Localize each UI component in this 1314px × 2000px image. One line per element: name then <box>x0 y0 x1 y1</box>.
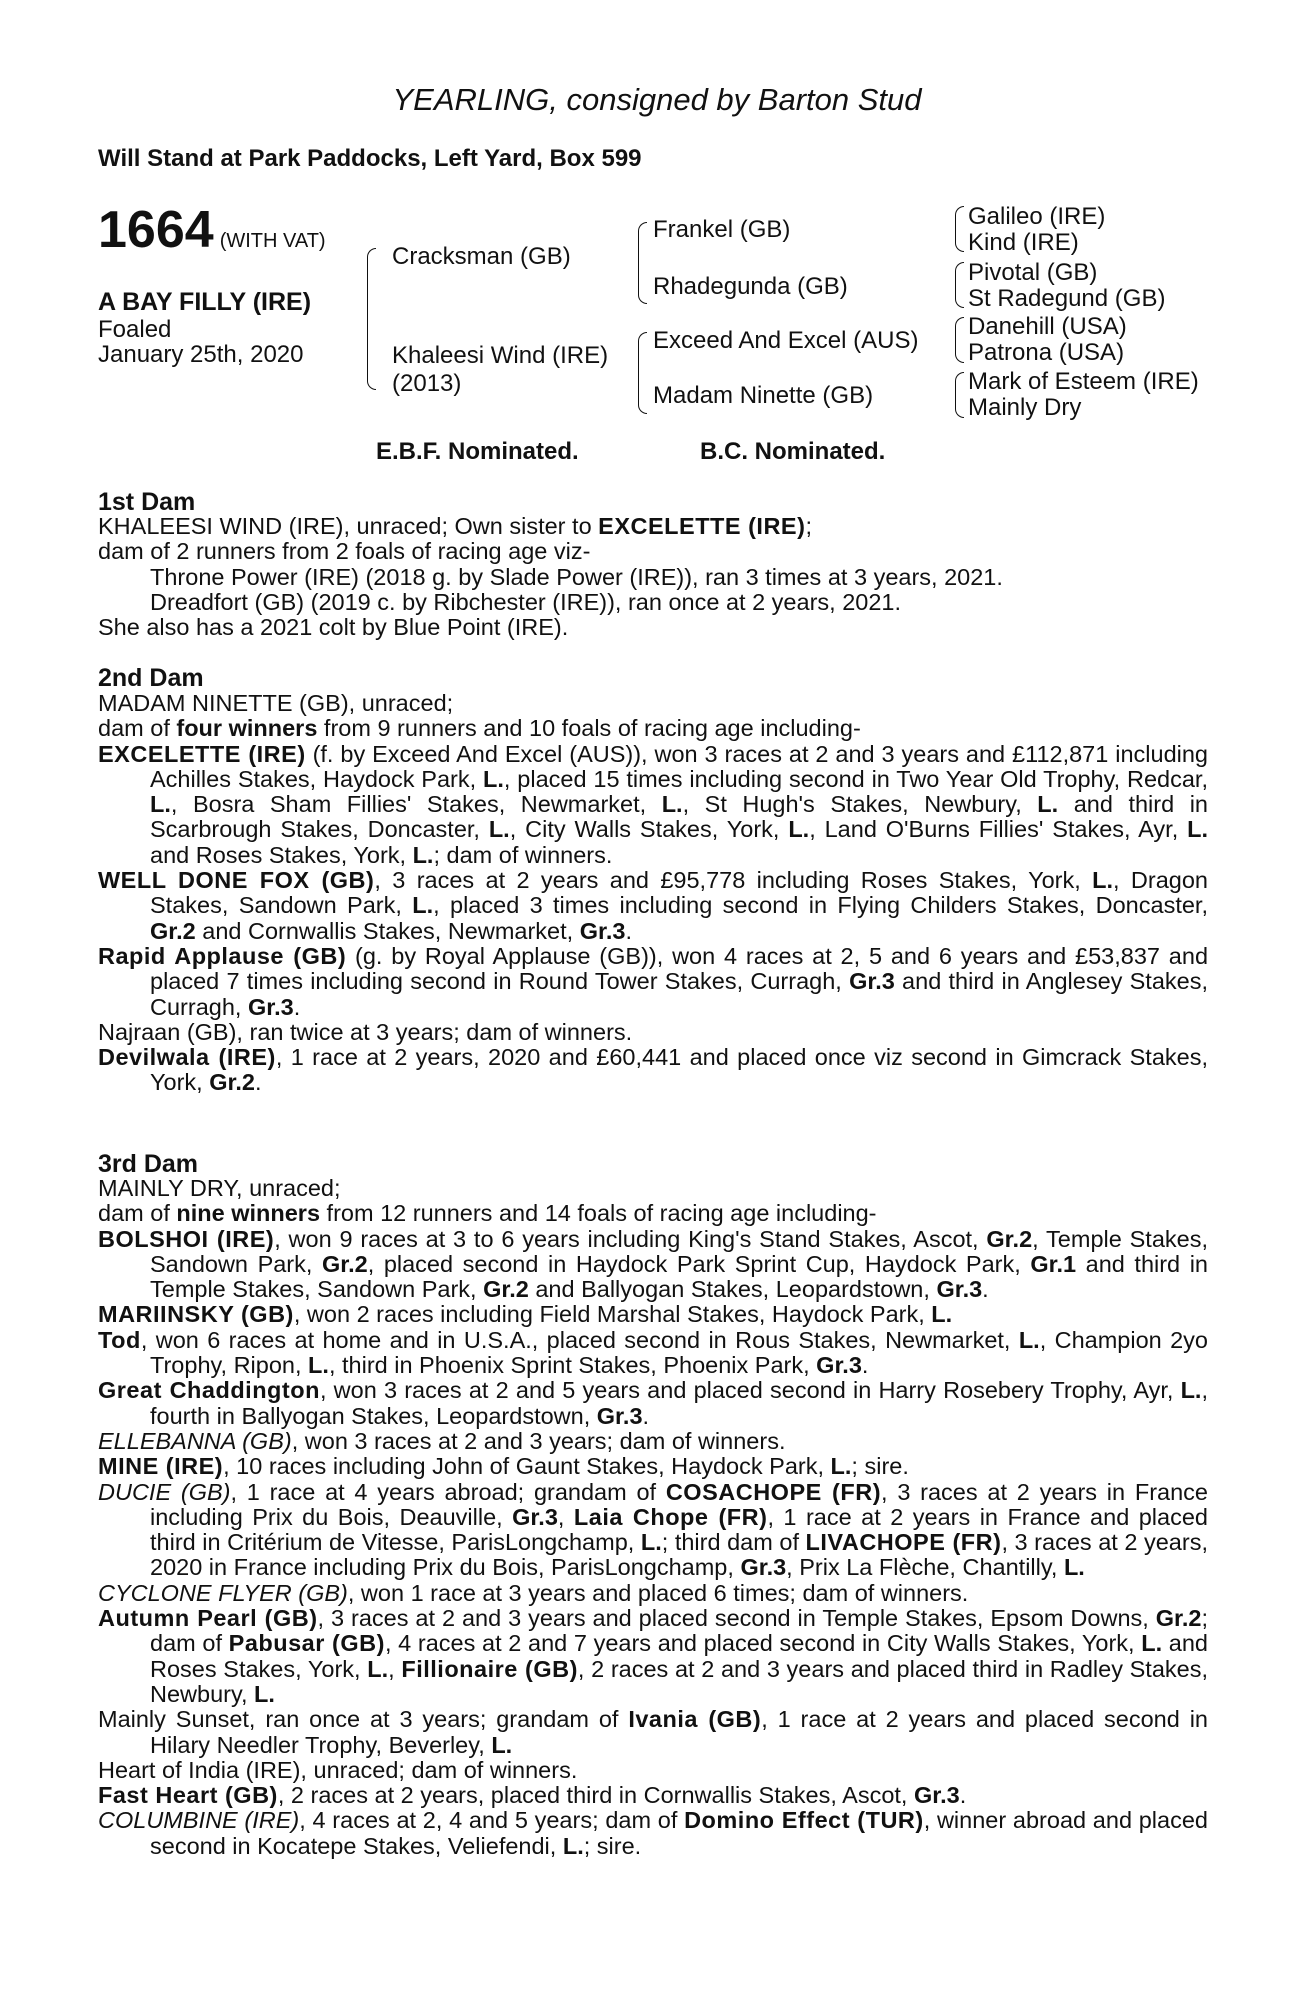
third-dam-produce: Heart of India (IRE), unraced; dam of winners. <box>98 1756 578 1783</box>
second-dam-heading: 2nd Dam <box>98 664 204 692</box>
pedigree-ssd: Kind (IRE) <box>968 229 1079 256</box>
pedigree-sire-sire: Frankel (GB) <box>653 216 791 243</box>
consignment-title: YEARLING, consigned by Barton Stud <box>392 82 922 117</box>
pedigree-dam-dam: Madam Ninette (GB) <box>653 382 874 409</box>
third-dam-produce: MARIINSKY (GB), won 2 races including Field Marshal Stakes, Haydock Park, L. <box>98 1301 953 1328</box>
first-dam-line: She also has a 2021 colt by Blue Point (IRE). <box>98 614 569 641</box>
first-dam-heading: 1st Dam <box>98 488 196 516</box>
third-dam-grandproduce: MINE (IRE), 10 races including John of Gaunt Stakes, Haydock Park, L.; sire. <box>98 1453 909 1480</box>
third-dam-grandproduce: Fast Heart (GB), 2 races at 2 years, placed third in Cornwallis Stakes, Ascot, Gr.3. <box>98 1782 967 1809</box>
third-dam-heading: 3rd Dam <box>98 1150 199 1178</box>
third-dam-produce: BOLSHOI (IRE), won 9 races at 3 to 6 years including King's Stand Stakes, Ascot, Gr.2, Temple Stakes, Sandown Park, Gr.2, placed second in Haydock Park Sprint Cup, Haydock Park, Gr.1 and third in Temple Stakes, Sandown Park, Gr.2 and Ballyogan Stakes, Leopardstown, Gr.3. <box>98 1225 1209 1303</box>
pedigree-sire: Cracksman (GB) <box>392 243 571 270</box>
brace-g1 <box>955 206 964 252</box>
third-dam-produce: Tod, won 6 races at home and in U.S.A., placed second in Rous Stakes, Newmarket, L., Champion 2yo Trophy, Ripon, L., third in Phoenix Sprint Stakes, Phoenix Park, Gr.3. <box>98 1326 1208 1379</box>
third-dam-produce: CYCLONE FLYER (GB), won 1 race at 3 years and placed 6 times; dam of winners. <box>98 1579 969 1606</box>
pedigree-ddd: Mainly Dry <box>968 394 1082 421</box>
first-dam-line: KHALEESI WIND (IRE), unraced; Own sister to EXCELETTE (IRE); <box>98 513 812 539</box>
second-dam-line: MADAM NINETTE (GB), unraced; <box>98 690 454 716</box>
third-dam-produce: Great Chaddington, won 3 races at 2 and 5 years and placed second in Harry Rosebery Trophy, Ayr, L., fourth in Ballyogan Stakes, Leopardstown, Gr.3. <box>98 1377 1208 1429</box>
foaled-label: Foaled <box>98 316 172 343</box>
second-dam-grandproduce: WELL DONE FOX (GB), 3 races at 2 years and £95,778 including Roses Stakes, York, L., Dragon Stakes, Sandown Park, L., placed 3 times including second in Flying Childers Stakes, Doncaster, Gr.2 and Cornwallis Stakes, Newmarket, Gr.3. <box>98 867 1208 944</box>
second-dam-section <box>98 691 1208 1096</box>
third-dam-produce: Mainly Sunset, ran once at 3 years; grandam of Ivania (GB), 1 race at 2 years and placed second in Hilary Needler Trophy, Beverley, L. <box>98 1706 1208 1758</box>
brace-sire <box>638 222 647 304</box>
horse-description: A BAY FILLY (IRE) <box>98 288 312 316</box>
pedigree-dsd: Patrona (USA) <box>968 339 1125 366</box>
lot-number <box>98 200 326 260</box>
brace-dam <box>638 332 647 414</box>
pedigree-sds: Pivotal (GB) <box>968 259 1098 286</box>
brace-g3 <box>955 317 964 363</box>
second-dam-line: dam of four winners from 9 runners and 10 foals of racing age including- <box>98 715 861 742</box>
first-dam-produce: Throne Power (IRE) (2018 g. by Slade Power (IRE)), ran 3 times at 3 years, 2021. <box>150 563 1003 590</box>
ebf-nominated: E.B.F. Nominated. <box>376 438 579 465</box>
brace-g2 <box>955 262 964 308</box>
second-dam-produce: Najraan (GB), ran twice at 3 years; dam of winners. <box>98 1018 633 1045</box>
stand-location: Will Stand at Park Paddocks, Left Yard, Box 599 <box>98 145 642 172</box>
pedigree-dam-sire: Exceed And Excel (AUS) <box>653 327 919 354</box>
first-dam-line: dam of 2 runners from 2 foals of racing age viz- <box>98 538 591 565</box>
vat-note: (WITH VAT) <box>219 230 326 252</box>
pedigree-sdd: St Radegund (GB) <box>968 285 1166 312</box>
second-dam-produce: Rapid Applause (GB) (g. by Royal Applause (GB)), won 4 races at 2, 5 and 6 years and £53,837 and placed 7 times including second in Round Tower Stakes, Curragh, Gr.3 and third in Anglesey Stakes, Curragh, Gr.3. <box>98 942 1209 1020</box>
third-dam-section <box>98 1176 1208 1859</box>
third-dam-grandproduce: Autumn Pearl (GB), 3 races at 2 and 3 years and placed second in Temple Stakes, Epsom Downs, Gr.2; dam of Pabusar (GB), 4 races at 2 and 7 years and placed second in City Walls Stakes, York, L. and Roses Stakes, York, L., Fillionaire (GB), 2 races at 2 and 3 years and placed third in Radley Stakes, Newbury, L. <box>98 1605 1208 1707</box>
first-dam-section <box>98 514 1208 640</box>
third-dam-produce: ELLEBANNA (GB), won 3 races at 2 and 3 years; dam of winners. <box>98 1427 786 1454</box>
first-dam-produce: Dreadfort (GB) (2019 c. by Ribchester (IRE)), ran once at 2 years, 2021. <box>150 588 902 615</box>
second-dam-produce: EXCELETTE (IRE) (f. by Exceed And Excel (AUS)), won 3 races at 2 and 3 years and £112,871 including Achilles Stakes, Haydock Park, L., placed 15 times including second in Two Year Old Trophy, Redcar, L., Bosra Sham Fillies' Stakes, Newmarket, L., St Hugh's Stakes, Newbury, L. and third in Scarbrough Stakes, Doncaster, L., City Walls Stakes, York, L., Land O'Burns Fillies' Stakes, Ayr, L. and Roses Stakes, York, L.; dam of winners. <box>98 740 1208 868</box>
pedigree-dss: Danehill (USA) <box>968 313 1127 340</box>
third-dam-line: MAINLY DRY, unraced; <box>98 1175 341 1201</box>
second-dam-grandproduce: Devilwala (IRE), 1 race at 2 years, 2020 and £60,441 and placed once viz second in Gimcrack Stakes, York, Gr.2. <box>98 1044 1208 1096</box>
lot-number-value: 1664 <box>98 201 214 259</box>
third-dam-grandproduce: DUCIE (GB), 1 race at 4 years abroad; grandam of COSACHOPE (FR), 3 races at 2 years in France including Prix du Bois, Deauville, Gr.3, Laia Chope (FR), 1 race at 2 years in France and placed third in Critérium de Vitesse, ParisLongchamp, L.; third dam of LIVACHOPE (FR), 3 races at 2 years, 2020 in France including Prix du Bois, ParisLongchamp, Gr.3, Prix La Flèche, Chantilly, L. <box>98 1478 1208 1581</box>
third-dam-line: dam of nine winners from 12 runners and 14 foals of racing age including- <box>98 1200 877 1227</box>
bc-nominated: B.C. Nominated. <box>700 438 886 465</box>
pedigree-dam: Khaleesi Wind (IRE) <box>392 342 609 369</box>
pedigree-dds: Mark of Esteem (IRE) <box>968 368 1199 395</box>
foaled-date: January 25th, 2020 <box>98 341 304 368</box>
brace-g4 <box>955 372 964 418</box>
brace-main <box>367 248 376 390</box>
pedigree-dam-year: (2013) <box>392 370 462 397</box>
third-dam-grandproduce: COLUMBINE (IRE), 4 races at 2, 4 and 5 years; dam of Domino Effect (TUR), winner abroad and placed second in Kocatepe Stakes, Veliefendi, L.; sire. <box>98 1807 1208 1859</box>
pedigree-sire-dam: Rhadegunda (GB) <box>653 273 848 300</box>
pedigree-sss: Galileo (IRE) <box>968 203 1106 230</box>
